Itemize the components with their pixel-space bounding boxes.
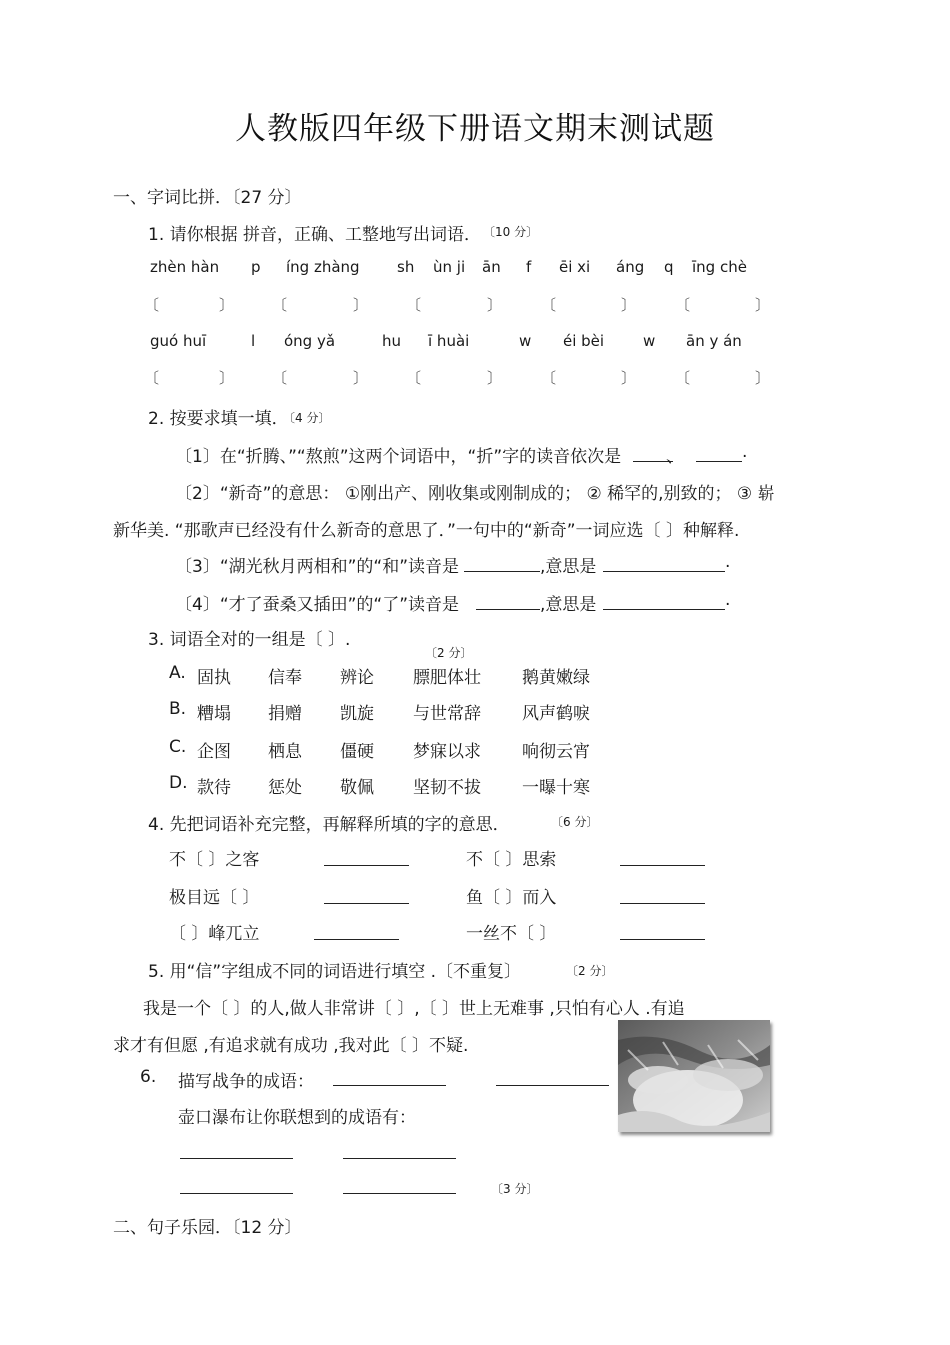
q2-part1-sep: 、 bbox=[666, 447, 683, 467]
answer-bracket-close: 〕 bbox=[621, 296, 637, 314]
q6-score: 〔3 分〕 bbox=[491, 1182, 539, 1196]
option-word: 企图 bbox=[197, 742, 231, 762]
answer-bracket-open: 〔 bbox=[406, 369, 422, 387]
pinyin-cell: éi bèi bbox=[563, 332, 605, 350]
option-word: 惩处 bbox=[268, 778, 302, 798]
answer-blank[interactable] bbox=[696, 461, 742, 462]
option-word: 风声鹤唳 bbox=[522, 704, 590, 724]
option-word: 糟塌 bbox=[197, 704, 231, 724]
answer-bracket-open: 〔 bbox=[144, 369, 160, 387]
option-word: 坚韧不拔 bbox=[413, 778, 481, 798]
q2-score: 〔4 分〕 bbox=[283, 411, 331, 425]
q2-part2-line2: 新华美. “那歌声已经没有什么新奇的意思了．”一句中的“新奇”一词应选〔 〕种解释. bbox=[113, 521, 740, 541]
q3-score: 〔2 分〕 bbox=[425, 646, 473, 660]
idiom-fill: 〔 〕峰兀立 bbox=[169, 924, 260, 944]
answer-blank[interactable] bbox=[464, 571, 540, 572]
pinyin-cell: sh bbox=[397, 258, 415, 276]
pinyin-cell: hu bbox=[382, 332, 402, 350]
page-title: 人教版四年级下册语文期末测试题 bbox=[235, 111, 715, 147]
q2-part3-end: . bbox=[725, 552, 731, 572]
answer-bracket-open: 〔 bbox=[675, 296, 691, 314]
answer-bracket-close: 〕 bbox=[353, 296, 369, 314]
q2-part4-a: 〔4〕“才了蚕桑又插田”的“了”读音是 bbox=[175, 595, 460, 615]
q4-text: 4. 先把词语补充完整，再解释所填的字的意思． bbox=[148, 815, 510, 835]
pinyin-cell: w bbox=[519, 332, 532, 350]
q2-part4-end: . bbox=[725, 590, 731, 610]
pinyin-cell: óng yǎ bbox=[284, 332, 336, 350]
answer-bracket-close: 〕 bbox=[487, 296, 503, 314]
section-1-heading: 一、字词比拼．〔27 分〕 bbox=[113, 188, 302, 208]
option-word: 梦寐以求 bbox=[413, 742, 481, 762]
answer-bracket-close: 〕 bbox=[219, 296, 235, 314]
pinyin-cell: p bbox=[251, 258, 261, 276]
pinyin-cell: īng chè bbox=[692, 258, 747, 276]
q1-score: 〔10 分〕 bbox=[483, 225, 539, 239]
q2-text: 2. 按要求填一填． bbox=[148, 409, 289, 429]
option-word: 僵硬 bbox=[340, 742, 374, 762]
pinyin-cell: zhèn hàn bbox=[150, 258, 220, 276]
answer-bracket-close: 〕 bbox=[755, 296, 771, 314]
answer-bracket-open: 〔 bbox=[144, 296, 160, 314]
option-word: 与世常辞 bbox=[413, 704, 481, 724]
pinyin-cell: f bbox=[526, 258, 532, 276]
pinyin-cell: ùn ji bbox=[433, 258, 466, 276]
answer-blank[interactable] bbox=[476, 609, 540, 610]
q2-part1: 〔1〕在“折腾、”“熬煎”这两个词语中，“折”字的读音依次是 bbox=[175, 447, 622, 467]
answer-blank[interactable] bbox=[603, 571, 725, 572]
pinyin-cell: áng bbox=[616, 258, 645, 276]
pinyin-cell: íng zhàng bbox=[286, 258, 360, 276]
answer-bracket-open: 〔 bbox=[272, 369, 288, 387]
q2-part1-end: . bbox=[742, 442, 748, 462]
option-word: 信奉 bbox=[268, 668, 302, 688]
answer-blank[interactable] bbox=[333, 1085, 446, 1086]
option-word: 款待 bbox=[197, 778, 231, 798]
idiom-fill: 一丝不〔 〕 bbox=[466, 924, 557, 944]
answer-blank[interactable] bbox=[603, 609, 725, 610]
answer-bracket-close: 〕 bbox=[621, 369, 637, 387]
answer-blank[interactable] bbox=[180, 1158, 293, 1159]
q2-part4-b: ,意思是 bbox=[540, 595, 597, 615]
answer-bracket-open: 〔 bbox=[541, 369, 557, 387]
pinyin-cell: l bbox=[251, 332, 256, 350]
option-word: 栖息 bbox=[268, 742, 302, 762]
q2-part3-a: 〔3〕“湖光秋月两相和”的“和”读音是 bbox=[175, 557, 460, 577]
q4-score: 〔6 分〕 bbox=[551, 815, 599, 829]
option-word: 一曝十寒 bbox=[522, 778, 590, 798]
answer-bracket-open: 〔 bbox=[272, 296, 288, 314]
q2-part2-line1: 〔2〕“新奇”的意思： ①刚出产、刚收集或刚制成的； ② 稀罕的,别致的； ③ 崭 bbox=[175, 484, 775, 504]
q2-part3-b: ,意思是 bbox=[540, 557, 597, 577]
pinyin-cell: ān y án bbox=[686, 332, 742, 350]
answer-bracket-open: 〔 bbox=[675, 369, 691, 387]
answer-blank[interactable] bbox=[314, 939, 399, 940]
pinyin-cell: guó huī bbox=[150, 332, 207, 350]
option-word: 辨论 bbox=[340, 668, 374, 688]
idiom-fill: 鱼〔 〕而入 bbox=[466, 888, 557, 908]
answer-blank[interactable] bbox=[343, 1193, 456, 1194]
answer-blank[interactable] bbox=[180, 1193, 293, 1194]
answer-blank[interactable] bbox=[324, 903, 409, 904]
section-2-heading: 二、句子乐园．〔12 分〕 bbox=[113, 1218, 302, 1238]
option-word: 响彻云宵 bbox=[522, 742, 590, 762]
q5-text: 5. 用“信”字组成不同的词语进行填空 .〔不重复〕 bbox=[148, 962, 522, 982]
answer-blank[interactable] bbox=[343, 1158, 456, 1159]
q5-score: 〔2 分〕 bbox=[566, 964, 614, 978]
answer-blank[interactable] bbox=[620, 903, 705, 904]
answer-bracket-open: 〔 bbox=[541, 296, 557, 314]
q3-text: 3. 词语全对的一组是〔 〕. bbox=[148, 630, 351, 650]
q5-passage-line2: 求才有但愿 ,有追求就有成功 ,我对此〔 〕不疑. bbox=[113, 1036, 469, 1056]
answer-blank[interactable] bbox=[496, 1085, 609, 1086]
answer-bracket-close: 〕 bbox=[487, 369, 503, 387]
answer-blank[interactable] bbox=[324, 865, 409, 866]
option-word: 固执 bbox=[197, 668, 231, 688]
idiom-fill: 不〔 〕之客 bbox=[169, 850, 260, 870]
q1-text: 1. 请你根据 拼音，正确、工整地写出词语． bbox=[148, 225, 482, 245]
answer-blank[interactable] bbox=[620, 939, 705, 940]
option-label: B. bbox=[169, 699, 187, 719]
option-word: 凯旋 bbox=[340, 704, 374, 724]
answer-blank[interactable] bbox=[620, 865, 705, 866]
pinyin-cell: w bbox=[643, 332, 656, 350]
q6-text-waterfall: 壶口瀑布让你联想到的成语有： bbox=[178, 1108, 416, 1128]
option-label: D. bbox=[169, 773, 188, 793]
pinyin-cell: ān bbox=[482, 258, 501, 276]
idiom-fill: 不〔 〕思索 bbox=[466, 850, 557, 870]
pinyin-cell: ī huài bbox=[428, 332, 470, 350]
option-word: 膘肥体壮 bbox=[413, 668, 481, 688]
option-word: 敬佩 bbox=[340, 778, 374, 798]
waterfall-photo bbox=[618, 1020, 770, 1132]
idiom-fill: 极目远〔 〕 bbox=[169, 888, 260, 908]
option-label: C. bbox=[169, 737, 187, 757]
answer-bracket-close: 〕 bbox=[353, 369, 369, 387]
pinyin-cell: ēi xi bbox=[559, 258, 591, 276]
q6-number: 6. bbox=[140, 1067, 157, 1087]
q6-text-war: 描写战争的成语： bbox=[178, 1072, 314, 1092]
pinyin-cell: q bbox=[664, 258, 674, 276]
option-word: 捐赠 bbox=[268, 704, 302, 724]
option-label: A. bbox=[169, 663, 186, 683]
answer-bracket-open: 〔 bbox=[406, 296, 422, 314]
option-word: 鹅黄嫩绿 bbox=[522, 668, 590, 688]
q5-passage-line1: 我是一个〔 〕的人,做人非常讲〔 〕,〔 〕世上无难事 ,只怕有心人 .有追 bbox=[143, 999, 685, 1019]
answer-bracket-close: 〕 bbox=[755, 369, 771, 387]
answer-bracket-close: 〕 bbox=[219, 369, 235, 387]
